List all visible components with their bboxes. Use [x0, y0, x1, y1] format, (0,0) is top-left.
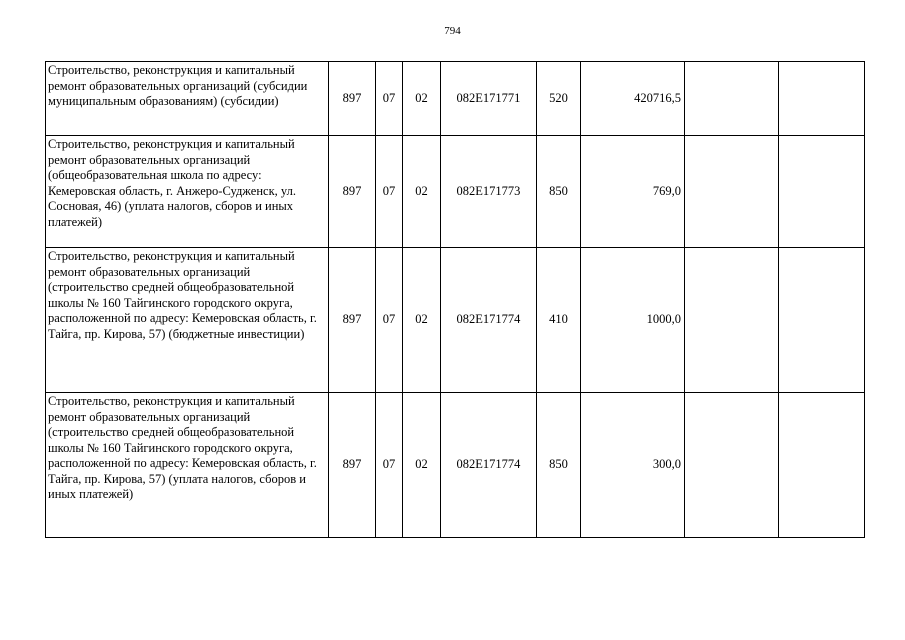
target-article-cell: 082E171774 — [441, 248, 537, 393]
target-article-cell: 082E171771 — [441, 62, 537, 136]
expense-type-cell: 520 — [537, 62, 581, 136]
section-cell: 07 — [376, 136, 403, 248]
subsection-cell: 02 — [403, 393, 441, 538]
target-article-cell: 082E171774 — [441, 393, 537, 538]
target-article-cell: 082E171773 — [441, 136, 537, 248]
ministry-cell: 897 — [329, 136, 376, 248]
section-cell: 07 — [376, 393, 403, 538]
amount-cell: 1000,0 — [581, 248, 685, 393]
expense-type-cell: 850 — [537, 136, 581, 248]
empty-cell — [685, 136, 779, 248]
empty-cell — [779, 62, 865, 136]
empty-cell — [685, 248, 779, 393]
section-cell: 07 — [376, 62, 403, 136]
empty-cell — [779, 393, 865, 538]
table-row — [46, 136, 865, 248]
ministry-cell: 897 — [329, 248, 376, 393]
description-cell: Строительство, реконструкция и капитальный ремонт образовательных организаций (строительство средней общеобразовательной школы № 160 Тайгинского городского округа, расположенной по адресу: Кемеровская область, г. Тайга, пр. Кирова, 57) (бюджетные инвестиции) — [46, 248, 329, 393]
empty-cell — [685, 62, 779, 136]
table-row — [46, 62, 865, 136]
amount-cell: 420716,5 — [581, 62, 685, 136]
page-number: 794 — [444, 25, 461, 37]
table-row — [46, 393, 865, 538]
expense-type-cell: 850 — [537, 393, 581, 538]
empty-cell — [779, 136, 865, 248]
ministry-cell: 897 — [329, 393, 376, 538]
empty-cell — [685, 393, 779, 538]
subsection-cell: 02 — [403, 136, 441, 248]
subsection-cell: 02 — [403, 248, 441, 393]
expense-type-cell: 410 — [537, 248, 581, 393]
section-cell: 07 — [376, 248, 403, 393]
ministry-cell: 897 — [329, 62, 376, 136]
table-row — [46, 248, 865, 393]
description-cell: Строительство, реконструкция и капитальный ремонт образовательных организаций (субсидии муниципальным образованиям) (субсидии) — [46, 62, 329, 136]
budget-table — [45, 61, 865, 538]
description-cell: Строительство, реконструкция и капитальный ремонт образовательных организаций (строительство средней общеобразовательной школы № 160 Тайгинского городского округа, расположенной по адресу: Кемеровская область, г. Тайга, пр. Кирова, 57) (уплата налогов, сборов и иных платежей) — [46, 393, 329, 538]
subsection-cell: 02 — [403, 62, 441, 136]
empty-cell — [779, 248, 865, 393]
amount-cell: 769,0 — [581, 136, 685, 248]
description-cell: Строительство, реконструкция и капитальный ремонт образовательных организаций (общеобразовательная школа по адресу: Кемеровская область, г. Анжеро-Судженск, ул. Сосновая, 46) (уплата налогов, сборов и иных платежей) — [46, 136, 329, 248]
amount-cell: 300,0 — [581, 393, 685, 538]
